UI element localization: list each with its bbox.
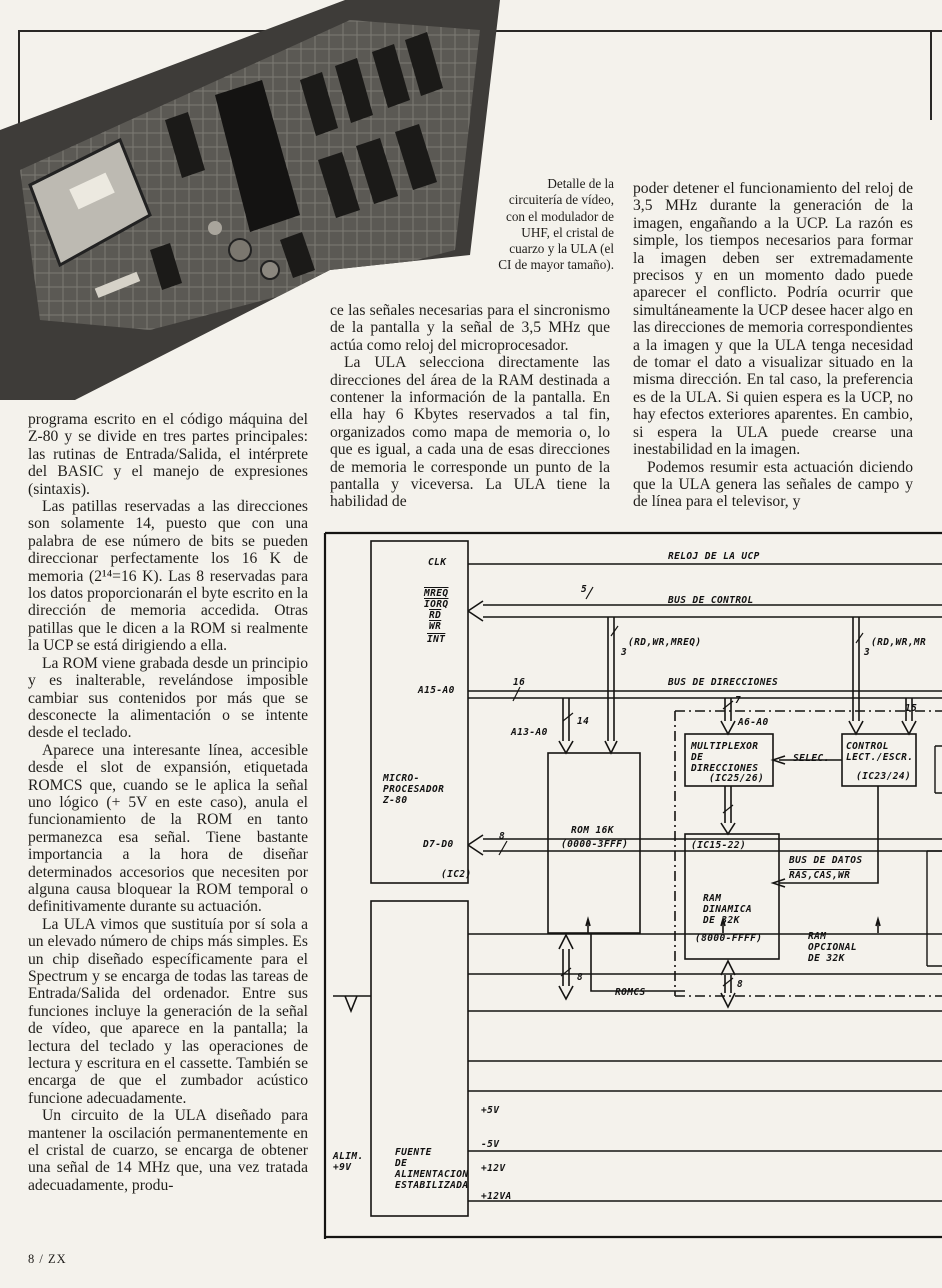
paragraph: La ROM viene grabada desde un principio y es inalterable, revelándose imposible cambiar sus contenidos por más que se desconecte la alimentación o se intente desde el teclado. bbox=[28, 654, 308, 742]
label-a13: A13-A0 bbox=[511, 727, 548, 738]
label-ic1522: (IC15-22) bbox=[691, 840, 747, 851]
pin-clk: CLK bbox=[428, 557, 447, 568]
ctrl-name: CONTROL LECT./ESCR. bbox=[846, 741, 914, 763]
label-a6: A6-A0 bbox=[738, 717, 769, 728]
paragraph: La ULA selecciona directamente las direcciones del área de la RAM destinada a contener la información de la pantalla. En ella hay 6 Kbytes reservados a tal fin, organizados como mapa de memoria o, lo que es igual, a cada una de esas direcciones de memoria le corresponde un punto de la pantalla y viceversa. La ULA tiene la habilidad de bbox=[330, 354, 610, 511]
pin-rd: $\overline{RD}$ bbox=[429, 610, 442, 621]
pin-wr: $\overline{WR}$ bbox=[429, 621, 442, 632]
label-rascas: RAS,CAS,WR bbox=[789, 870, 851, 881]
mux-name: MULTIPLEXOR DE DIRECCIONES bbox=[691, 741, 759, 774]
text-column-middle bbox=[330, 302, 610, 511]
data-bus-label: BUS DE DATOS bbox=[789, 855, 863, 866]
rom-range: (0000-3FFF) bbox=[561, 839, 629, 850]
control-signals-rom: (RD,WR,MREQ) bbox=[628, 637, 702, 648]
width-control-rom: 3 bbox=[621, 647, 628, 658]
width-control-ram: 3 bbox=[864, 647, 871, 658]
width-ram-data: 8 bbox=[737, 979, 744, 990]
page-folio: 8 / ZX bbox=[28, 1252, 67, 1266]
ram-name: RAM DINAMICA DE 32K bbox=[703, 893, 752, 926]
mux-ic: (IC25/26) bbox=[709, 773, 765, 784]
pin-int: $\overline{INT}$ bbox=[427, 634, 446, 645]
cpu-name: MICRO- PROCESADOR Z-80 bbox=[383, 773, 445, 806]
label-selec: SELEC. bbox=[793, 753, 830, 764]
address-bus-label: BUS DE DIRECCIONES bbox=[668, 677, 779, 688]
rail-12v: +12V bbox=[481, 1163, 506, 1174]
width-control-in: 15 bbox=[905, 703, 918, 714]
pin-data: D7-D0 bbox=[423, 839, 454, 850]
pin-iorq: IORQ bbox=[424, 599, 449, 610]
photo-caption bbox=[466, 176, 614, 274]
control-signals-ram: (RD,WR,MR bbox=[871, 637, 927, 648]
paragraph: Un circuito de la ULA diseñado para mantener la oscilación permanentemente en el cristal de cuarzo, se encarga de obtener una señal de 14 MHz que, una vez tratada adecuadamente, produ- bbox=[28, 1107, 308, 1194]
width-rom-address: 14 bbox=[577, 716, 590, 727]
control-bus-label: BUS DE CONTROL bbox=[668, 595, 754, 606]
width-ram-address: 7 bbox=[735, 695, 742, 706]
caption-line: Detalle de la bbox=[547, 176, 614, 191]
paragraph: Aparece una interesante línea, accesible desde el slot de expansión, etiquetada ROMCS que, cuando se le aplica la señal uno lógico (+ 5V en este caso), anula el funcionamiento de la ROM en tanto permanezca esa señal. Tiene bastante importancia a la hora de diseñar determinados accesorios que necesiten por alguna causa bloquear la ROM temporal o definitivamente durante su actuación. bbox=[28, 741, 308, 916]
width-control: 5 bbox=[581, 584, 588, 595]
rom-name: ROM 16K bbox=[571, 825, 614, 836]
paragraph: poder detener el funcionamiento del reloj de 3,5 MHz durante la generación de la imagen, engañando a la UCP. La razón es simple, los tiempos necesarios para formar la imagen deben ser extremadamente precisos y en un momento dado puede aparecer el conflicto. Podría ocurrir que simultáneamente la UCP desee hacer algo en las direcciones de memoria correspondientes a la imagen y que la ULA tenga necesidad de tomar el dato a visualizar situado en la misma dirección. En tal caso, la preferencia es de la ULA. Si quien espera es la UCP, no hay efectos exteriores aparentes. En cambio, si espera la ULA puede crearse una inestabilidad en la imagen. bbox=[633, 180, 914, 459]
width-address: 16 bbox=[513, 677, 526, 688]
caption-line: CI de mayor tamaño). bbox=[498, 257, 614, 273]
caption-line: con el modulador de bbox=[505, 208, 614, 224]
pin-address: A15-A0 bbox=[418, 685, 455, 696]
ram-optional: RAM OPCIONAL DE 32K bbox=[808, 931, 857, 964]
cpu-box bbox=[371, 541, 468, 883]
clock-bus-label: RELOJ DE LA UCP bbox=[668, 551, 760, 562]
paragraph: Las patillas reservadas a las direcciones son solamente 14, puesto que con una palabra de ese número de bits se pueden direccionar perfectamente los 16 K de memoria (2¹⁴=16 K). Las 8 reservadas para los datos proporcionarán el byte escrito en la dirección de memoria accedida. Otras patillas que le dicen a la ROM si realmente la UCP se está dirigiendo a ella. bbox=[28, 498, 308, 655]
text-column-left bbox=[28, 411, 308, 1194]
rail-minus5v: -5V bbox=[481, 1139, 500, 1150]
rail-5v: +5V bbox=[481, 1105, 500, 1116]
rail-12va: +12VA bbox=[481, 1191, 512, 1202]
label-romcs: ROMCS bbox=[615, 987, 646, 998]
paragraph: programa escrito en el código máquina del Z-80 y se divide en tres partes principales: las rutinas de Entrada/Salida, el intérprete del BASIC y el manejo de expresiones (sintaxis). bbox=[28, 411, 308, 498]
caption-line: UHF, el cristal de bbox=[521, 224, 614, 240]
caption-line: cuarzo y la ULA (el bbox=[509, 241, 614, 257]
psu-input: ALIM. +9V bbox=[333, 1151, 364, 1173]
paragraph: ce las señales necesarias para el sincronismo de la pantalla y la señal de 3,5 MHz que actúa como reloj del microprocesador. bbox=[330, 302, 610, 354]
caption-line: circuitería de vídeo, bbox=[508, 192, 614, 208]
block-diagram bbox=[323, 531, 942, 1239]
text-column-right bbox=[633, 180, 913, 511]
ram-range: (8000-FFFF) bbox=[695, 933, 763, 944]
page-frame-right bbox=[930, 30, 932, 120]
cpu-ic: (IC2) bbox=[441, 869, 472, 880]
width-data: 8 bbox=[499, 831, 506, 842]
paragraph: Podemos resumir esta actuación diciendo que la ULA genera las señales de campo y de línea para el televisor, y bbox=[633, 458, 913, 511]
paragraph: La ULA vimos que sustituía por sí sola a un elevado número de chips más simples. Es un chip diseñado específicamente para el Spectrum y se encarga de todas las tareas de Entrada/Salida del ordenador. Entre sus funciones incluye la generación de la señal de vídeo, que aparece en la pantalla; la lectura del teclado y las operaciones de lectura y escritura en el cassette. También se encarga de que el zumbador acústico funcione adecuadamente. bbox=[28, 915, 308, 1107]
ctrl-ic: (IC23/24) bbox=[856, 771, 912, 782]
width-rom-data: 8 bbox=[577, 972, 584, 983]
psu-name: FUENTE DE ALIMENTACION ESTABILIZADA bbox=[395, 1147, 469, 1191]
pin-mreq: MREQ bbox=[424, 588, 449, 599]
